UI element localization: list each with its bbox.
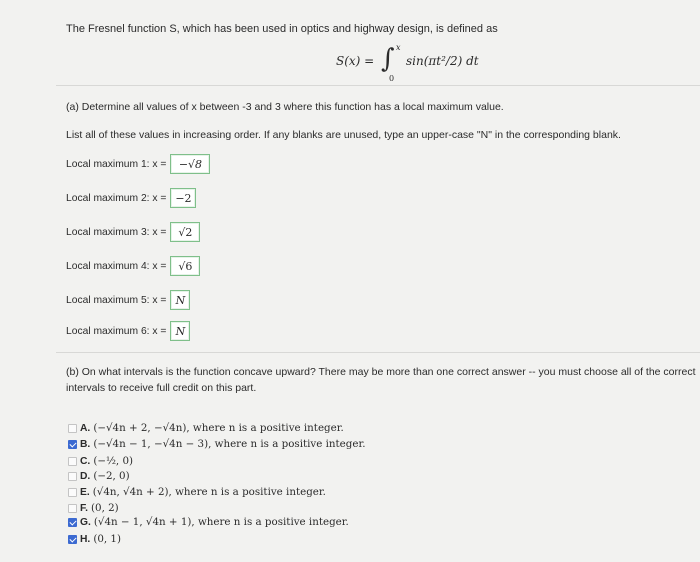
local-max-label: Local maximum 4: x = bbox=[66, 260, 167, 272]
choice-text: (0, 2) bbox=[91, 502, 119, 514]
formula-lhs: S(x) = bbox=[336, 54, 375, 68]
choice-text: (√4n, √4n + 2), where n is a positive integer. bbox=[92, 486, 326, 498]
local-max-row-6 bbox=[66, 321, 190, 341]
divider bbox=[56, 352, 700, 353]
local-max-label: Local maximum 2: x = bbox=[66, 192, 167, 204]
integral-sign: ∫ bbox=[381, 44, 395, 74]
choice-letter: A. bbox=[80, 422, 91, 434]
choice-checkbox[interactable] bbox=[68, 535, 77, 544]
part-b-question-line-1: (b) On what intervals is the function concave upward? There may be more than one correct answer -- you must choose all of the correct bbox=[66, 366, 696, 378]
local-max-row-5 bbox=[66, 290, 190, 310]
local-max-row-3 bbox=[66, 222, 200, 242]
choice-h[interactable] bbox=[80, 532, 121, 546]
choice-g[interactable] bbox=[80, 515, 349, 529]
choice-d[interactable] bbox=[80, 469, 130, 483]
choice-checkbox[interactable] bbox=[68, 504, 77, 513]
choice-letter: B. bbox=[80, 438, 91, 450]
choice-f[interactable] bbox=[80, 501, 119, 515]
local-max-row-2 bbox=[66, 188, 196, 208]
choice-text: (−½, 0) bbox=[93, 455, 134, 467]
local-max-label: Local maximum 3: x = bbox=[66, 226, 167, 238]
integral-upper-limit: x bbox=[396, 43, 401, 52]
choice-e[interactable] bbox=[80, 485, 326, 499]
choice-letter: G. bbox=[80, 516, 91, 528]
choice-text: (−√4n − 1, −√4n − 3), where n is a positive integer. bbox=[93, 438, 366, 450]
integral-lower-limit: 0 bbox=[389, 74, 395, 83]
local-max-4-input[interactable]: √6 bbox=[170, 256, 200, 276]
part-a-instruction: List all of these values in increasing order. If any blanks are unused, type an upper-case "N" in the corresponding blank. bbox=[66, 129, 621, 141]
local-max-label: Local maximum 5: x = bbox=[66, 294, 167, 306]
formula-integrand: sin(πt²/2) dt bbox=[406, 54, 479, 68]
local-max-label: Local maximum 6: x = bbox=[66, 325, 167, 337]
local-max-2-input[interactable]: −2 bbox=[170, 188, 196, 208]
local-max-3-input[interactable]: √2 bbox=[170, 222, 200, 242]
choice-letter: F. bbox=[80, 502, 89, 514]
divider bbox=[56, 85, 700, 86]
choice-letter: C. bbox=[80, 455, 91, 467]
choice-b[interactable] bbox=[80, 437, 366, 451]
choice-checkbox[interactable] bbox=[68, 440, 77, 449]
part-b-question-line-2: intervals to receive full credit on this part. bbox=[66, 382, 257, 394]
choice-a[interactable] bbox=[80, 421, 344, 435]
local-max-row-4 bbox=[66, 256, 200, 276]
choice-checkbox[interactable] bbox=[68, 472, 77, 481]
part-b-question bbox=[66, 364, 696, 396]
local-max-row-1 bbox=[66, 154, 210, 174]
choice-checkbox[interactable] bbox=[68, 488, 77, 497]
choice-checkbox[interactable] bbox=[68, 424, 77, 433]
choice-letter: D. bbox=[80, 470, 91, 482]
choice-checkbox[interactable] bbox=[68, 457, 77, 466]
part-a-question: (a) Determine all values of x between -3 and 3 where this function has a local maximum value. bbox=[66, 101, 504, 113]
choice-text: (−2, 0) bbox=[93, 470, 130, 482]
choice-text: (0, 1) bbox=[93, 533, 121, 545]
local-max-1-input[interactable]: −√8 bbox=[170, 154, 210, 174]
choice-letter: H. bbox=[80, 533, 91, 545]
choice-letter: E. bbox=[80, 486, 90, 498]
intro-text: The Fresnel function S, which has been used in optics and highway design, is defined as bbox=[66, 23, 498, 35]
choice-c[interactable] bbox=[80, 454, 133, 468]
choice-checkbox[interactable] bbox=[68, 518, 77, 527]
local-max-5-input[interactable]: N bbox=[170, 290, 190, 310]
local-max-label: Local maximum 1: x = bbox=[66, 158, 167, 170]
local-max-6-input[interactable]: N bbox=[170, 321, 190, 341]
choice-text: (−√4n + 2, −√4n), where n is a positive integer. bbox=[93, 422, 344, 434]
choice-text: (√4n − 1, √4n + 1), where n is a positive integer. bbox=[93, 516, 349, 528]
